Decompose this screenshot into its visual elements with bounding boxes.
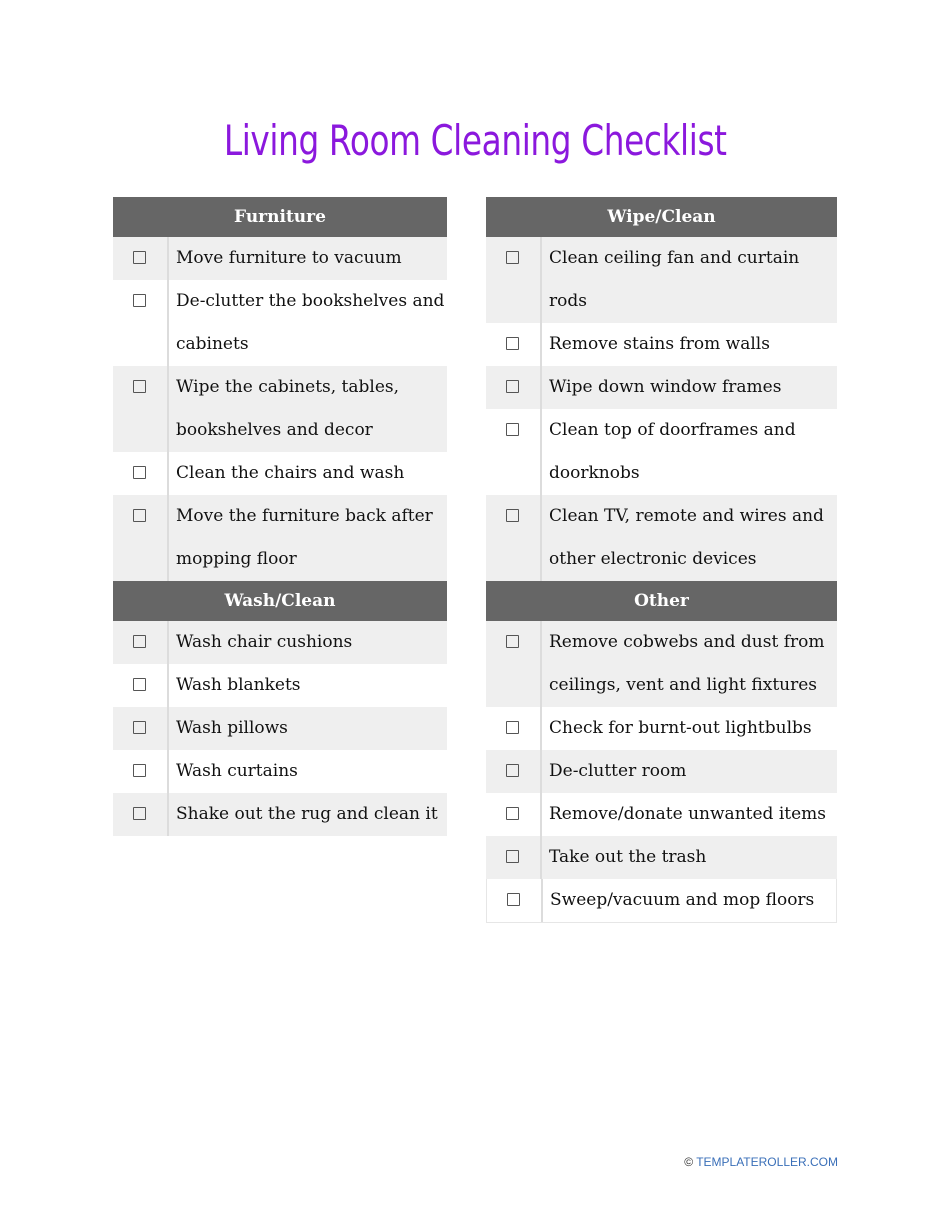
checklist-item-text: Wash chair cushions	[176, 632, 353, 652]
checklist-row	[113, 237, 447, 280]
empty-checkbox-icon[interactable]	[133, 764, 146, 777]
page-title: Living Room Cleaning Checklist	[223, 116, 727, 165]
checklist-item-text: Clean TV, remote and wires and other electronic devices	[549, 506, 824, 569]
checklist-item-text: De-clutter the bookshelves and cabinets	[176, 291, 445, 354]
empty-checkbox-icon[interactable]	[133, 380, 146, 393]
checklist-item-text: Wipe down window frames	[549, 377, 782, 397]
empty-checkbox-icon[interactable]	[506, 850, 519, 863]
empty-checkbox-icon[interactable]	[507, 893, 520, 906]
checklist-item-text: Wash curtains	[176, 761, 298, 781]
checklist-row	[486, 237, 837, 323]
checklist-item-text: Sweep/vacuum and mop floors	[550, 890, 815, 910]
checklist-item-text: Move the furniture back after mopping floor	[176, 506, 433, 569]
empty-checkbox-icon[interactable]	[133, 294, 146, 307]
empty-checkbox-icon[interactable]	[506, 509, 519, 522]
section-header-furniture: Furniture	[113, 197, 447, 237]
checklist-item-text: Clean ceiling fan and curtain rods	[549, 248, 800, 311]
checklist-item-text: Remove/donate unwanted items	[549, 804, 826, 824]
section-header-wipe-clean: Wipe/Clean	[486, 197, 837, 237]
checklist-item-text: Wash pillows	[176, 718, 288, 738]
copyright-symbol: ©	[684, 1155, 694, 1169]
checklist-item-text: Move furniture to vacuum	[176, 248, 402, 268]
checklist-item-text: Clean top of doorframes and doorknobs	[549, 420, 796, 483]
checklist-row	[113, 707, 447, 750]
checklist-row	[113, 366, 447, 452]
empty-checkbox-icon[interactable]	[133, 509, 146, 522]
empty-checkbox-icon[interactable]	[133, 466, 146, 479]
checklist-item-text: Shake out the rug and clean it	[176, 804, 438, 824]
checklist-row	[113, 664, 447, 707]
checklist-row	[486, 409, 837, 495]
empty-checkbox-icon[interactable]	[506, 423, 519, 436]
checklist-item-text: Remove stains from walls	[549, 334, 770, 354]
checklist-row	[486, 323, 837, 366]
empty-checkbox-icon[interactable]	[133, 678, 146, 691]
checklist-row	[113, 495, 447, 581]
checklist-row	[486, 621, 837, 707]
checklist-item-text: Wipe the cabinets, tables, bookshelves and decor	[176, 377, 400, 440]
checklist-row	[486, 495, 837, 581]
checklist-row	[486, 879, 837, 923]
checklist-item-text: Wash blankets	[176, 675, 301, 695]
checklist-item-text: Check for burnt-out lightbulbs	[549, 718, 812, 738]
empty-checkbox-icon[interactable]	[506, 764, 519, 777]
empty-checkbox-icon[interactable]	[133, 251, 146, 264]
right-column	[486, 197, 837, 923]
checklist-row	[113, 280, 447, 366]
empty-checkbox-icon[interactable]	[506, 337, 519, 350]
checklist-item-text: Remove cobwebs and dust from ceilings, vent and light fixtures	[549, 632, 825, 695]
checklist-row	[486, 707, 837, 750]
checklist-row	[486, 366, 837, 409]
checklist-row	[113, 750, 447, 793]
checklist-item-text: De-clutter room	[549, 761, 687, 781]
empty-checkbox-icon[interactable]	[133, 807, 146, 820]
empty-checkbox-icon[interactable]	[506, 807, 519, 820]
checklist-row	[113, 452, 447, 495]
empty-checkbox-icon[interactable]	[506, 380, 519, 393]
checklist-item-text: Take out the trash	[549, 847, 707, 867]
section-header-wash-clean: Wash/Clean	[113, 581, 447, 621]
checklist-row	[486, 836, 837, 879]
footer-credit	[684, 1155, 838, 1169]
section-header-other: Other	[486, 581, 837, 621]
left-column	[113, 197, 447, 836]
checklist-row	[113, 621, 447, 664]
checklist-row	[113, 793, 447, 836]
footer-site-link[interactable]: TEMPLATEROLLER.COM	[696, 1155, 838, 1169]
checklist-row	[486, 793, 837, 836]
empty-checkbox-icon[interactable]	[506, 721, 519, 734]
empty-checkbox-icon[interactable]	[506, 251, 519, 264]
empty-checkbox-icon[interactable]	[133, 635, 146, 648]
checklist-item-text: Clean the chairs and wash	[176, 463, 405, 483]
empty-checkbox-icon[interactable]	[506, 635, 519, 648]
empty-checkbox-icon[interactable]	[133, 721, 146, 734]
checklist-row	[486, 750, 837, 793]
